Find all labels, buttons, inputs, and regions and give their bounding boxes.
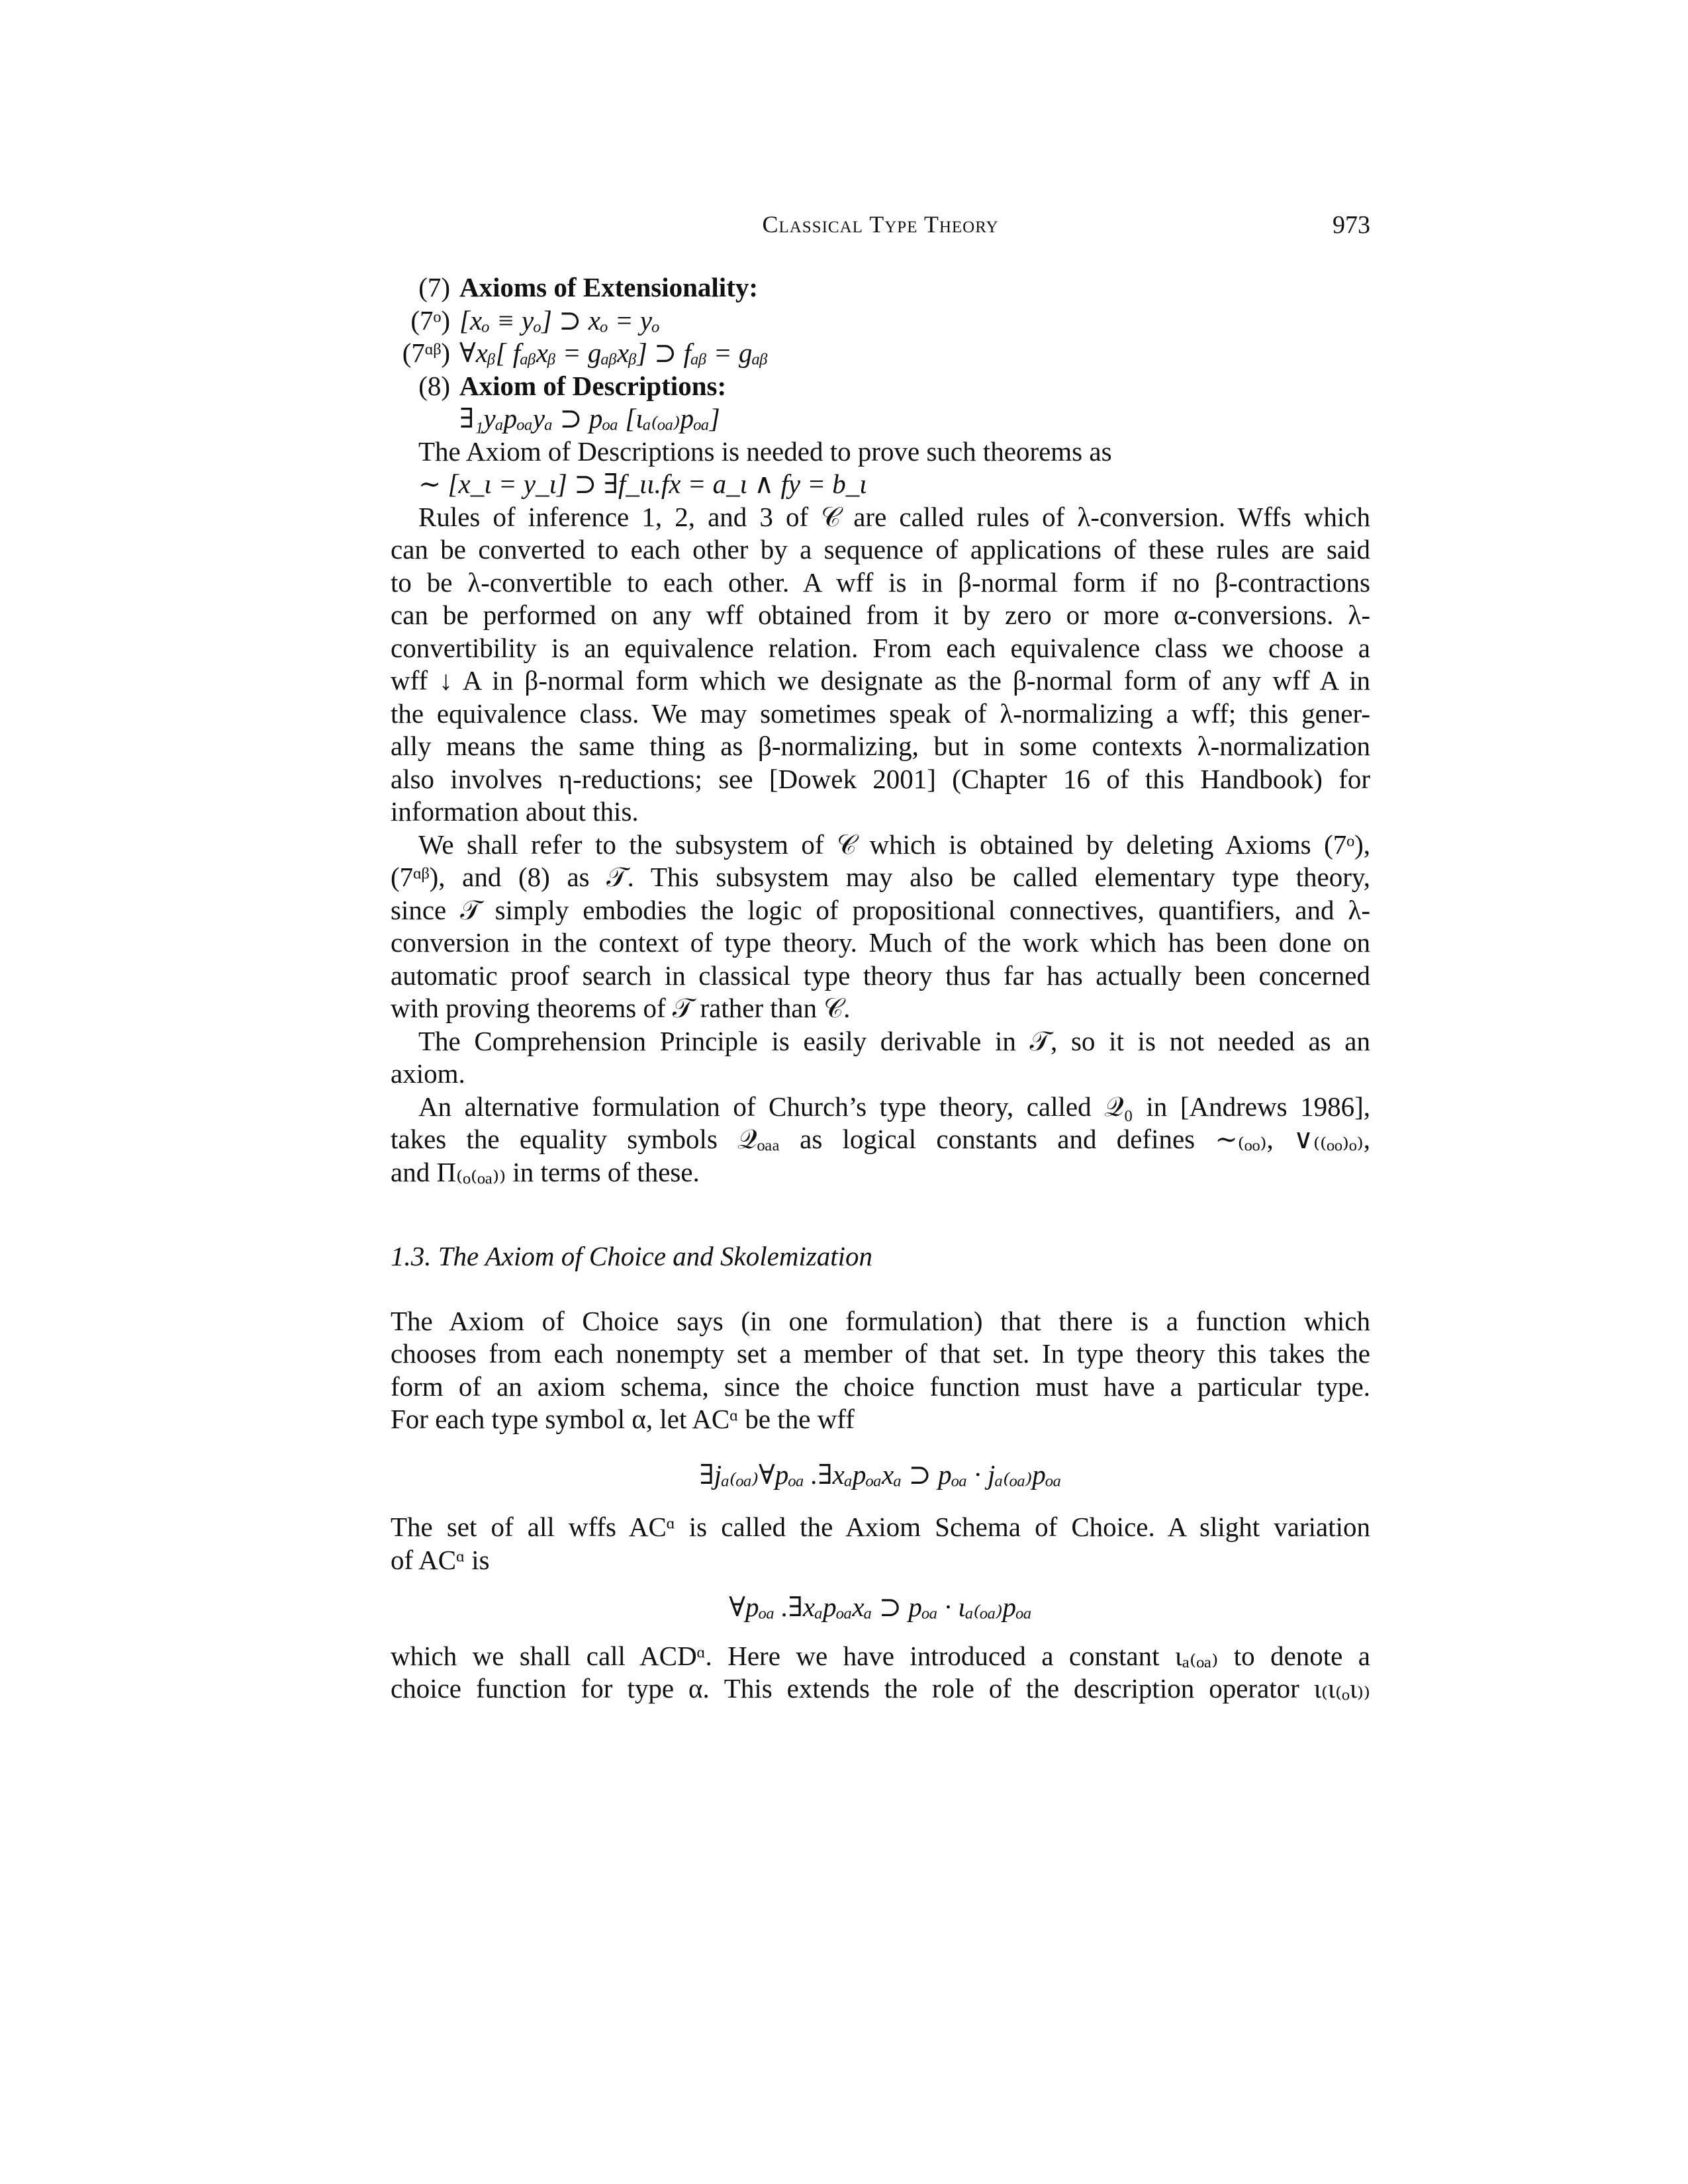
axiom-7-heading	[391, 271, 1370, 304]
paragraph-axiom-of-choice	[391, 1305, 1370, 1436]
text-line: wff ↓ A in β-normal form which we designate as the β-normal form of any wff A in	[391, 665, 1370, 696]
axiom-7ab	[391, 337, 1370, 370]
text-line: An alternative formulation of Church’s type theory, called 𝒬₀ in [Andrews 1986],	[418, 1091, 1370, 1122]
axiom-title: Axioms of Extensionality:	[459, 272, 758, 302]
axiom-label: (7)	[418, 272, 450, 302]
text-line: also involves η-reductions; see [Dowek 2001] (Chapter 16 of this Handbook) for	[391, 763, 1370, 794]
text-line: axiom.	[391, 1058, 465, 1089]
text-line: The Comprehension Principle is easily derivable in 𝒯, so it is not needed as an	[418, 1025, 1370, 1056]
text-line: to be λ-convertible to each other. A wff is in β-normal form if no β-contractions	[391, 567, 1370, 598]
text-line: For each type symbol α, let ACᵅ be the wff	[391, 1404, 855, 1434]
text-line: conversion in the context of type theory. Much of the work which has been done on	[391, 927, 1370, 958]
axiom-label: (7ᵒ)	[410, 304, 450, 336]
text-line: Rules of inference 1, 2, and 3 of 𝒞 are called rules of λ-conversion. Wffs which	[418, 501, 1370, 532]
display-formula-ac: ∃jₐ₍ₒₐ₎∀pₒₐ .∃xₐpₒₐxₐ ⊃ pₒₐ · jₐ₍ₒₐ₎pₒₐ	[699, 1459, 1062, 1490]
text-line: choice function for type α. This extends the role of the description operator ι₍ι₍ₒι₎₎	[391, 1673, 1370, 1704]
paragraph-elementary-type-theory	[391, 829, 1370, 1025]
text-line: with proving theorems of 𝒯 rather than 𝒞.	[391, 993, 851, 1023]
paragraph-schema	[391, 1511, 1370, 1576]
text-line: and Π₍ₒ₍ₒₐ₎₎ in terms of these.	[391, 1156, 700, 1187]
text-line: We shall refer to the subsystem of 𝒞 which is obtained by deleting Axioms (7ᵒ),	[418, 829, 1370, 860]
page-number: 973	[1333, 211, 1370, 239]
descriptions-note: The Axiom of Descriptions is needed to prove such theorems as	[418, 435, 1112, 467]
section-heading: 1.3. The Axiom of Choice and Skolemization	[391, 1241, 873, 1271]
text-line: convertibility is an equivalence relation. From each equivalence class we choose a	[391, 632, 1370, 663]
text-line: information about this.	[391, 796, 639, 827]
descriptions-theorem: ∼ [x_ι = y_ι] ⊃ ∃f_ιι.fx = a_ι ∧ fy = b_ι	[418, 469, 867, 499]
page-header	[391, 210, 1370, 244]
axiom-label: (7ᵅᵝ)	[402, 338, 450, 368]
running-title: Classical Type Theory	[762, 211, 999, 238]
axiom-formula: [xₒ ≡ yₒ] ⊃ xₒ = yₒ	[459, 304, 660, 336]
axiom-title: Axiom of Descriptions:	[459, 370, 727, 401]
axiom-7o	[391, 304, 1370, 338]
axiom-formula: ∀xᵦ[ fₐᵦxᵦ = gₐᵦxᵦ] ⊃ fₐᵦ = gₐᵦ	[459, 338, 768, 368]
axiom-label: (8)	[418, 370, 450, 401]
spacer	[391, 1273, 1370, 1305]
paragraph-q0	[391, 1091, 1370, 1189]
text-line: (7ᵅᵝ), and (8) as 𝒯. This subsystem may also be called elementary type theory,	[391, 862, 1370, 892]
text-line: can be converted to each other by a sequence of applications of these rules are said	[391, 534, 1370, 565]
text-line: The Axiom of Choice says (in one formulation) that there is a function which	[391, 1305, 1370, 1336]
paragraph-acd	[391, 1640, 1370, 1706]
text-line: which we shall call ACDᵅ. Here we have introduced a constant ιₐ₍ₒₐ₎ to denote a	[391, 1640, 1370, 1671]
axiom-8-formula: ∃₁yₐpₒₐyₐ ⊃ pₒₐ [ιₐ₍ₒₐ₎pₒₐ]	[459, 403, 720, 433]
text-line: ally means the same thing as β-normalizing, but in some contexts λ-normalization	[391, 731, 1370, 761]
text-line: form of an axiom schema, since the choice function must have a particular type.	[391, 1371, 1370, 1402]
page-body	[391, 271, 1370, 1706]
axiom-8-heading	[391, 370, 1370, 403]
paragraph-comprehension	[391, 1025, 1370, 1091]
text-line: takes the equality symbols 𝒬ₒₐₐ as logical constants and defines ∼₍ₒₒ₎, ∨₍₍ₒₒ₎ₒ₎,	[391, 1124, 1370, 1154]
text-line: the equivalence class. We may sometimes speak of λ-normalizing a wff; this gener-	[391, 698, 1370, 729]
display-formula-acd: ∀pₒₐ .∃xₐpₒₐxₐ ⊃ pₒₐ · ιₐ₍ₒₐ₎pₒₐ	[729, 1592, 1032, 1622]
text-line: since 𝒯 simply embodies the logic of propositional connectives, quantifiers, and λ-	[391, 894, 1370, 925]
text-line: automatic proof search in classical type theory thus far has actually been concerned	[391, 960, 1370, 991]
text-line: can be performed on any wff obtained from it by zero or more α-conversions. λ-	[391, 600, 1370, 630]
text-line: chooses from each nonempty set a member of that set. In type theory this takes the	[391, 1338, 1370, 1369]
paragraph-lambda-conversion	[391, 501, 1370, 829]
text-line: of ACᵅ is	[391, 1544, 490, 1575]
text-line: The set of all wffs ACᵅ is called the Axiom Schema of Choice. A slight variation	[391, 1512, 1370, 1542]
